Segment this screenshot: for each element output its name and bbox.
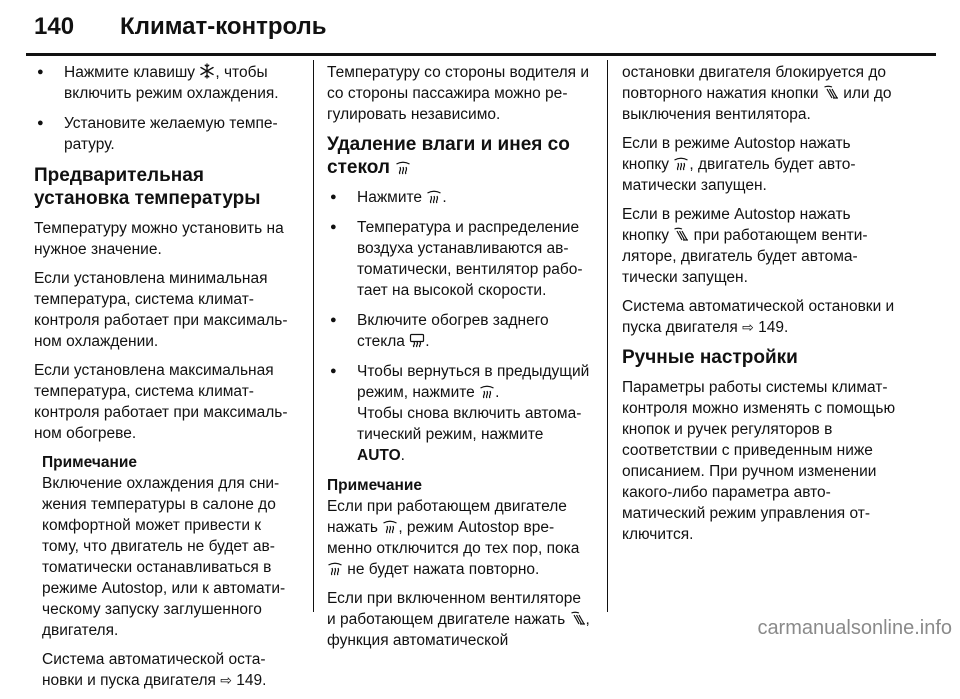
column-1 (34, 62, 298, 699)
auto-button-label: AUTO (357, 447, 401, 464)
windshield-defrost-icon (395, 159, 411, 175)
list-item: ● Нажмите клавишу , чтобы включить режим охлаждения. (34, 62, 298, 104)
windshield-air-icon (570, 610, 586, 626)
page-reference-icon: ⇨ (220, 672, 232, 688)
windshield-defrost-icon (479, 383, 495, 399)
windshield-air-icon (823, 84, 839, 100)
paragraph: Если при включенном вентиляторе и работающем двигателе нажать , функция автоматической (327, 590, 590, 649)
page-reference-link[interactable]: 149. (236, 672, 267, 689)
paragraph: Температуру со стороны водителя и со стороны пассажира можно регулировать независимо. (327, 64, 590, 123)
note-title: Примечание (327, 477, 422, 494)
page-header (34, 2, 327, 52)
paragraph: Температуру можно установить на нужное значение. (34, 220, 284, 258)
list-item: ● Температура и распределение воздуха устанавливаются автоматически, вентилятор работает на высокой скорости. (327, 217, 593, 301)
section-heading: Удаление влаги и инея со стекол (327, 134, 570, 178)
header-rule (26, 53, 936, 56)
list-item: ● Установите желаемую температуру. (34, 113, 298, 155)
paragraph: Если установлена минимальная температура, система климат-контроля работает при максимальном охлаждении. (34, 270, 288, 350)
paragraph: Включение охлаждения для снижения температуры в салоне до комфортной может привести к тому, что двигатель не будет автоматически останавливаться в режиме Autostop, или к автоматическому запуску заглушенного двигателя. (42, 475, 286, 639)
windshield-air-icon (673, 226, 689, 242)
windshield-defrost-icon (673, 155, 689, 171)
windshield-defrost-icon (426, 188, 442, 204)
windshield-defrost-icon (382, 518, 398, 534)
paragraph: Если установлена максимальная температура, система климат-контроля работает при максимальном обогреве. (34, 362, 288, 442)
watermark: carmanualsonline.info (757, 617, 952, 639)
bullet-list (327, 187, 593, 466)
paragraph: Система автоматической остановки и пуска двигателя ⇨ 149. (622, 298, 895, 336)
bullet-list (34, 62, 298, 155)
page-reference-link[interactable]: 149. (758, 319, 789, 336)
page-title: Климат-контроль (120, 13, 327, 40)
section-heading: Предварительная установка температуры (34, 165, 261, 209)
paragraph: остановки двигателя блокируется до повторного нажатия кнопки или до выключения вентилятора. (622, 64, 892, 123)
column-divider-2 (607, 60, 608, 612)
column-3 (622, 62, 898, 553)
list-item: ● Чтобы вернуться в предыдущий режим, нажмите . Чтобы снова включить автоматический режим, нажмите AUTO. (327, 361, 593, 466)
page-number: 140 (34, 13, 75, 40)
column-divider-1 (313, 60, 314, 612)
section-heading: Ручные настройки (622, 347, 798, 368)
paragraph: Система автоматической остановки и пуска двигателя ⇨ 149. (42, 651, 267, 689)
paragraph: Параметры работы системы климат-контроля можно изменять с помощью кнопок и ручек регуляторов в соответствии с приведенным ниже описанием. При ручном изменении какого-либо параметра автоматический режим управления отключится. (622, 379, 896, 543)
column-2 (327, 62, 593, 659)
note-box (34, 452, 298, 691)
note-box (327, 475, 593, 651)
page-reference-icon: ⇨ (742, 319, 754, 335)
windshield-defrost-icon (327, 560, 343, 576)
list-item: ● Нажмите . (327, 187, 593, 208)
list-item: ● Включите обогрев заднего стекла . (327, 310, 593, 352)
paragraph: Если в режиме Autostop нажать кнопку , двигатель будет автоматически запущен. (622, 135, 856, 194)
rear-window-heating-icon (409, 332, 425, 348)
snowflake-icon (199, 63, 215, 79)
paragraph: Если при работающем двигателе нажать , режим Autostop временно отключится до тех пор, пока не будет нажата повторно. (327, 498, 580, 578)
note-title: Примечание (42, 454, 137, 471)
paragraph: Если в режиме Autostop нажать кнопку при работающем вентиляторе, двигатель будет автоматически запущен. (622, 206, 868, 286)
